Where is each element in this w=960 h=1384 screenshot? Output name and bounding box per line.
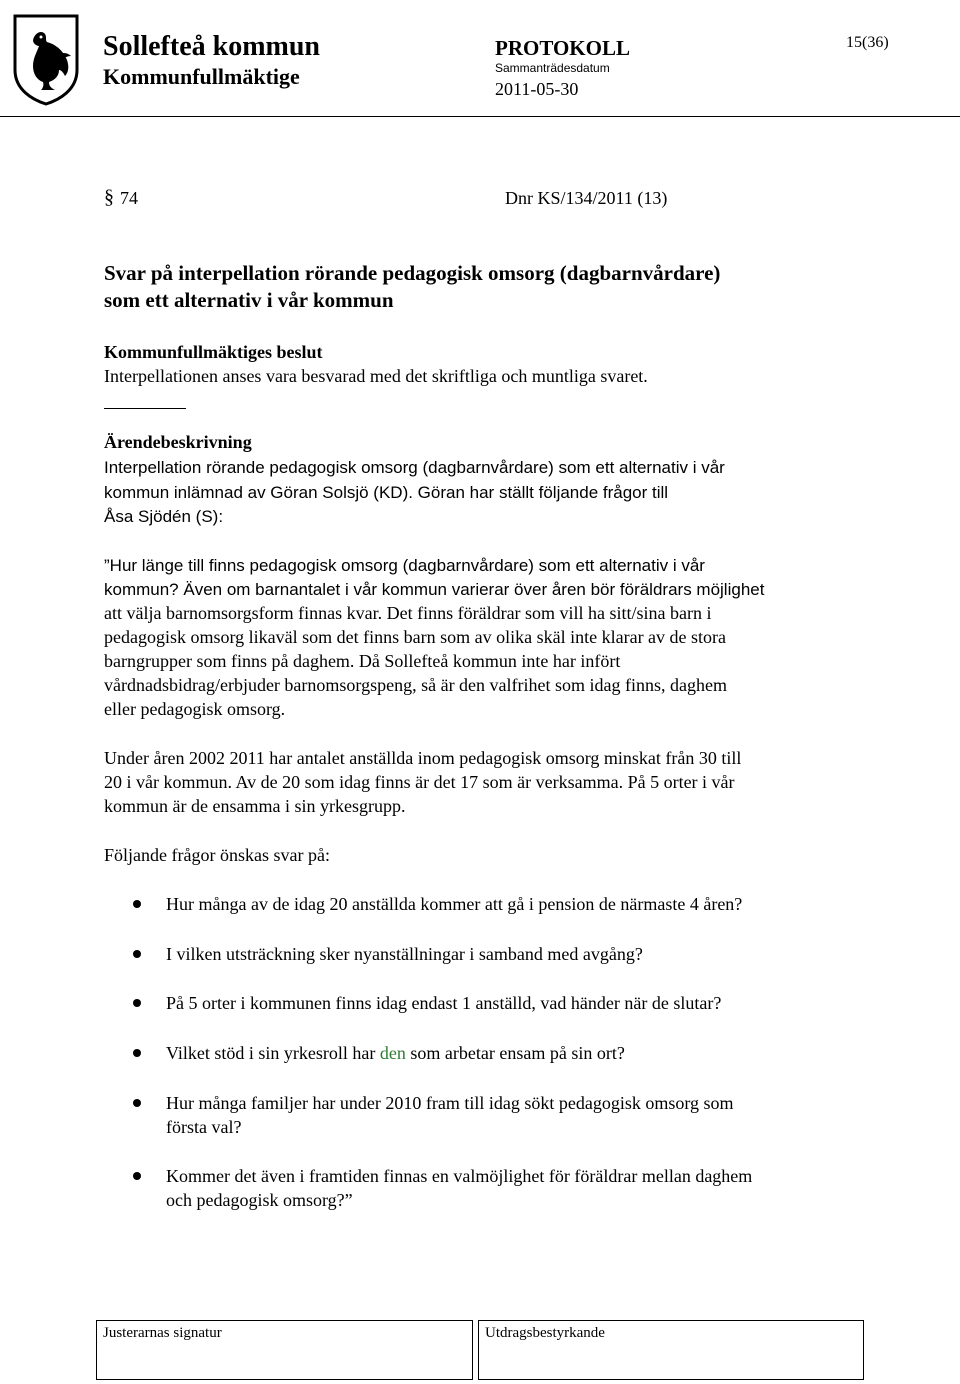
questions-intro: Följande frågor önskas svar på: <box>104 845 330 865</box>
question-item: Hur många av de idag 20 anställda kommer att gå i pension de närmaste 4 åren? <box>166 894 743 914</box>
question-item: Kommer det även i framtiden finnas en valmöjlighet för föräldrar mellan daghem <box>166 1166 753 1186</box>
extract-label: Utdragsbestyrkande <box>485 1325 605 1341</box>
question-item-continued: första val? <box>166 1117 242 1137</box>
diary-number: Dnr KS/134/2011 (13) <box>505 188 668 208</box>
document-title-line-1: Svar på interpellation rörande pedagogisk omsorg (dagbarnvårdare) <box>104 261 721 285</box>
staff-line: kommun är de ensamma i sin yrkesgrupp. <box>104 796 406 816</box>
description-heading: Ärendebeskrivning <box>104 432 252 452</box>
document-type: PROTOKOLL <box>495 36 630 60</box>
bullet-icon <box>133 900 141 908</box>
question-item <box>166 1041 625 1065</box>
decision-separator <box>104 408 186 409</box>
quote-line: att välja barnomsorgsform finnas kvar. Det finns föräldrar som vill ha sitt/sina barn i <box>104 603 712 623</box>
highlighted-word: den <box>379 1043 406 1063</box>
signature-label: Justerarnas signatur <box>103 1325 222 1341</box>
question-item-continued: och pedagogisk omsorg?” <box>166 1190 353 1210</box>
staff-line: 20 i vår kommun. Av de 20 som idag finns är det 17 som är verksamma. På 5 orter i vår <box>104 772 735 792</box>
assembly-name: Kommunfullmäktige <box>103 64 300 89</box>
bullet-icon <box>133 1049 141 1057</box>
quote-line: kommun? Även om barnantalet i vår kommun varierar över åren bör föräldrars möjlighet <box>104 580 765 599</box>
meeting-date-label: Sammanträdesdatum <box>495 61 610 75</box>
section-number: 74 <box>120 188 138 208</box>
quote-line: barngrupper som finns på daghem. Då Sollefteå kommun inte har infört <box>104 651 621 671</box>
bullet-icon <box>133 1099 141 1107</box>
question-item: I vilken utsträckning sker nyanställningar i samband med avgång? <box>166 944 643 964</box>
quote-line: eller pedagogisk omsorg. <box>104 699 286 719</box>
header-divider <box>0 116 960 117</box>
section-mark: § <box>104 186 114 208</box>
bullet-icon <box>133 999 141 1007</box>
meeting-date: 2011-05-30 <box>495 79 579 99</box>
question-item: På 5 orter i kommunen finns idag endast 1 anställd, vad händer när de slutar? <box>166 993 722 1013</box>
description-line: kommun inlämnad av Göran Solsjö (KD). Göran har ställt följande frågor till <box>104 483 669 502</box>
bullet-icon <box>133 1172 141 1180</box>
decision-heading: Kommunfullmäktiges beslut <box>104 342 323 362</box>
quote-line: pedagogisk omsorg likaväl som det finns barn som av olika skäl inte klarar av de stora <box>104 627 727 647</box>
bullet-icon <box>133 950 141 958</box>
description-line: Interpellation rörande pedagogisk omsorg (dagbarnvårdare) som ett alternativ i vår <box>104 458 725 477</box>
coat-of-arms-logo <box>11 12 81 106</box>
decision-text: Interpellationen anses vara besvarad med det skriftliga och muntliga svaret. <box>104 366 648 386</box>
quote-line: vårdnadsbidrag/erbjuder barnomsorgspeng, så är den valfrihet som idag finns, daghem <box>104 675 727 695</box>
municipality-name: Sollefteå kommun <box>103 31 320 62</box>
extract-certification-box <box>478 1320 864 1380</box>
description-line: Åsa Sjödén (S): <box>104 507 224 526</box>
question-item: Hur många familjer har under 2010 fram till idag sökt pedagogisk omsorg som <box>166 1093 734 1113</box>
question-text: Vilket stöd i sin yrkesroll har <box>166 1043 380 1063</box>
question-text: som arbetar ensam på sin ort? <box>405 1043 625 1063</box>
page-number: 15(36) <box>846 34 889 51</box>
quote-line: ”Hur länge till finns pedagogisk omsorg (dagbarnvårdare) som ett alternativ i vår <box>104 556 705 575</box>
staff-line: Under åren 2002 2011 har antalet anställda inom pedagogisk omsorg minskat från 30 till <box>104 748 742 768</box>
document-title-line-2: som ett alternativ i vår kommun <box>104 288 394 312</box>
signature-box <box>96 1320 473 1380</box>
